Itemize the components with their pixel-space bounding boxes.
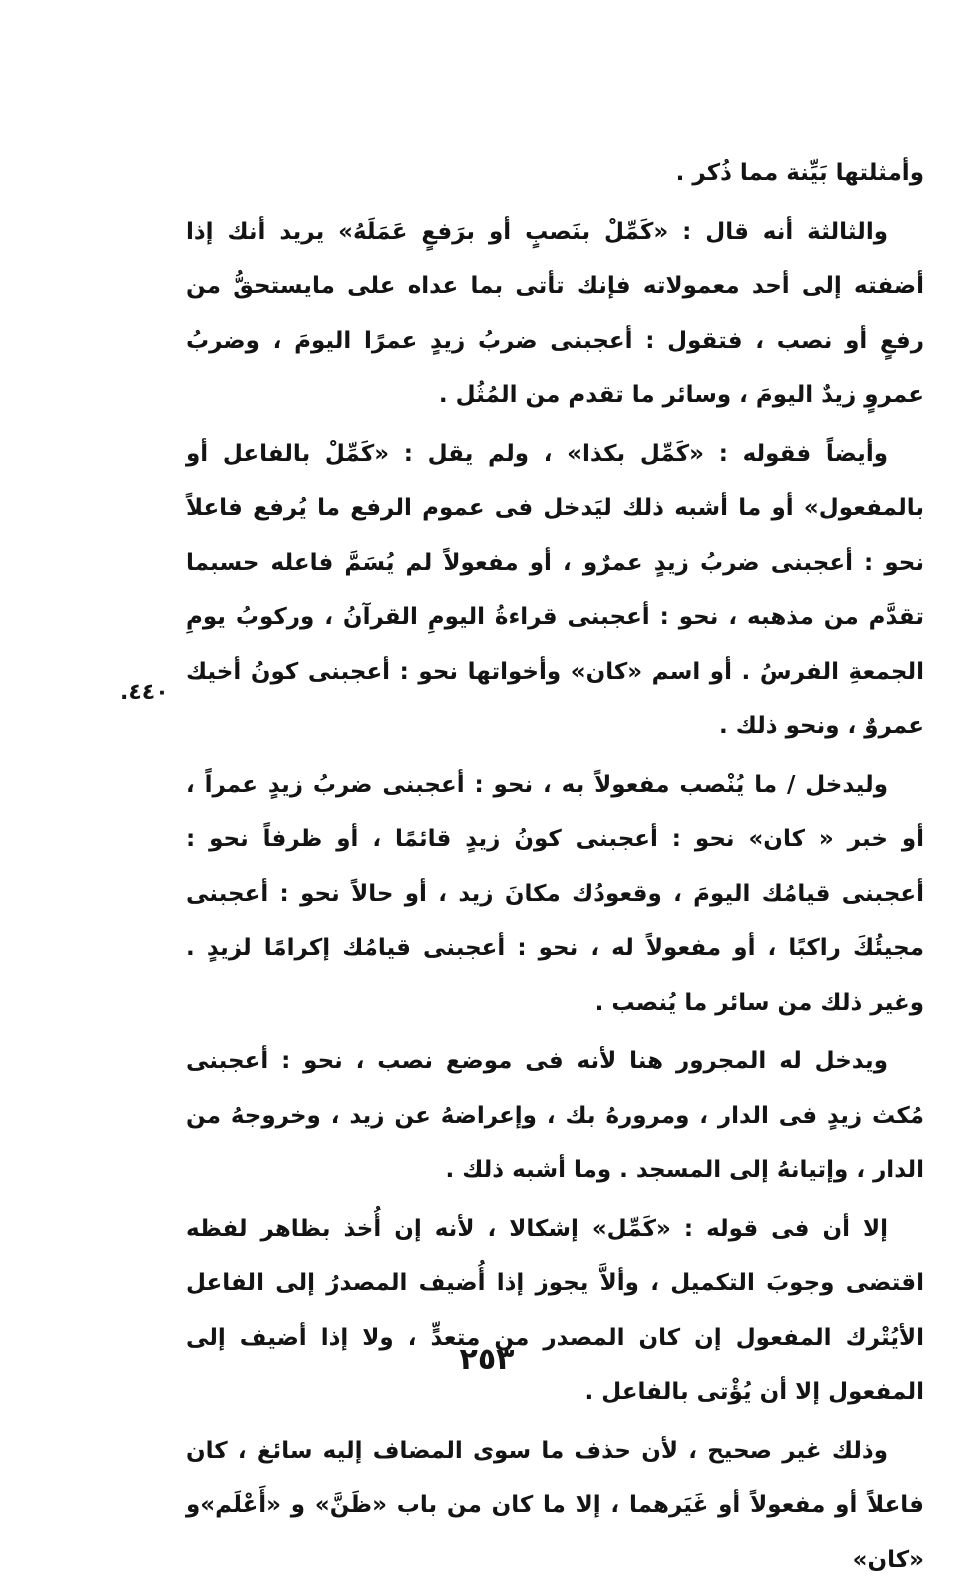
paragraph-5: ويدخل له المجرور هنا لأنه فى موضع نصب ، نحو : أعجبنى مُكث زيدٍ فى الدار ، ومرورهُ بك ، وإعراضهُ عن زيد ، وخروجهُ من الدار ، وإتيانهُ إلى المسجد . وما أشبه ذلك .: [186, 1048, 924, 1183]
margin-folio-note: ٤٤٠.: [120, 680, 169, 705]
paragraph-6: إلا أن فى قوله : «كَمِّل» إشكالا ، لأنه إن أُخذ بظاهر لفظه اقتضى وجوبَ التكميل ، وألاَّ يجوز إذا أُضيف المصدرُ إلى الفاعل الأيُتْرك المفعول إن كان المصدر من متعدٍّ ، ولا إذا أضيف إلى المفعول إلا أن يُؤْتى بالفاعل .: [186, 1215, 924, 1405]
page-number: ٢٥٣: [459, 1342, 515, 1377]
paragraph-4: وليدخل / ما يُنْصب مفعولاً به ، نحو : أعجبنى ضربُ زيدٍ عمراً ، أو خبر « كان» نحو : أعجبنى كونُ زيدٍ قائمًا ، أو ظرفاً نحو : أعجبنى قيامُك اليومَ ، وقعودُك مكانَ زيد ، أو حالاً نحو : أعجبنى مجيئُكَ راكبًا ، أو مفعولاً له ، نحو : أعجبنى قيامُك إكرامًا لزيدٍ . وغير ذلك من سائر ما يُنصب .: [186, 771, 924, 1016]
paragraph-7: وذلك غير صحيح ، لأن حذف ما سوى المضاف إليه سائغ ، كان فاعلاً أو مفعولاً أو غَيَرهما ، إلا ما كان من باب «ظَنَّ» و «أَعْلَم»و «كان»: [186, 1437, 924, 1573]
paragraph-2: والثالثة أنه قال : «كَمِّلْ بنَصبٍ أو برَفعٍ عَمَلَهُ» يريد أنك إذا أضفته إلى أحد معمولاته فإنك تأتى بما عداه على مايستحقُّ من رفعٍ أو نصب ، فتقول : أعجبنى ضربُ زيدٍ عمرًا اليومَ ، وضربُ عمروٍ زيدٌ اليومَ ، وسائر ما تقدم من المُثُل .: [186, 218, 924, 408]
paragraph-1: وأمثلتها بَيِّنة مما ذُكر .: [675, 160, 924, 186]
body-text: [186, 146, 924, 1591]
paragraph-3: وأيضاً فقوله : «كَمِّل بكذا» ، ولم يقل : «كَمِّلْ بالفاعل أو بالمفعول» أو ما أشبه ذلك ليَدخل فى عموم الرفع ما يُرفع فاعلاً نحو : أعجبنى ضربُ زيدٍ عمرٌو ، أو مفعولاً لم يُسَمَّ فاعله حسبما تقدَّم من مذهبه ، نحو : أعجبنى قراءةُ اليومِ القرآنُ ، وركوبُ يومِ الجمعةِ الفرسُ . أو اسم «كان» وأخواتها نحو : أعجبنى كونُ أخيك عمروٌ ، ونحو ذلك .: [186, 440, 924, 739]
